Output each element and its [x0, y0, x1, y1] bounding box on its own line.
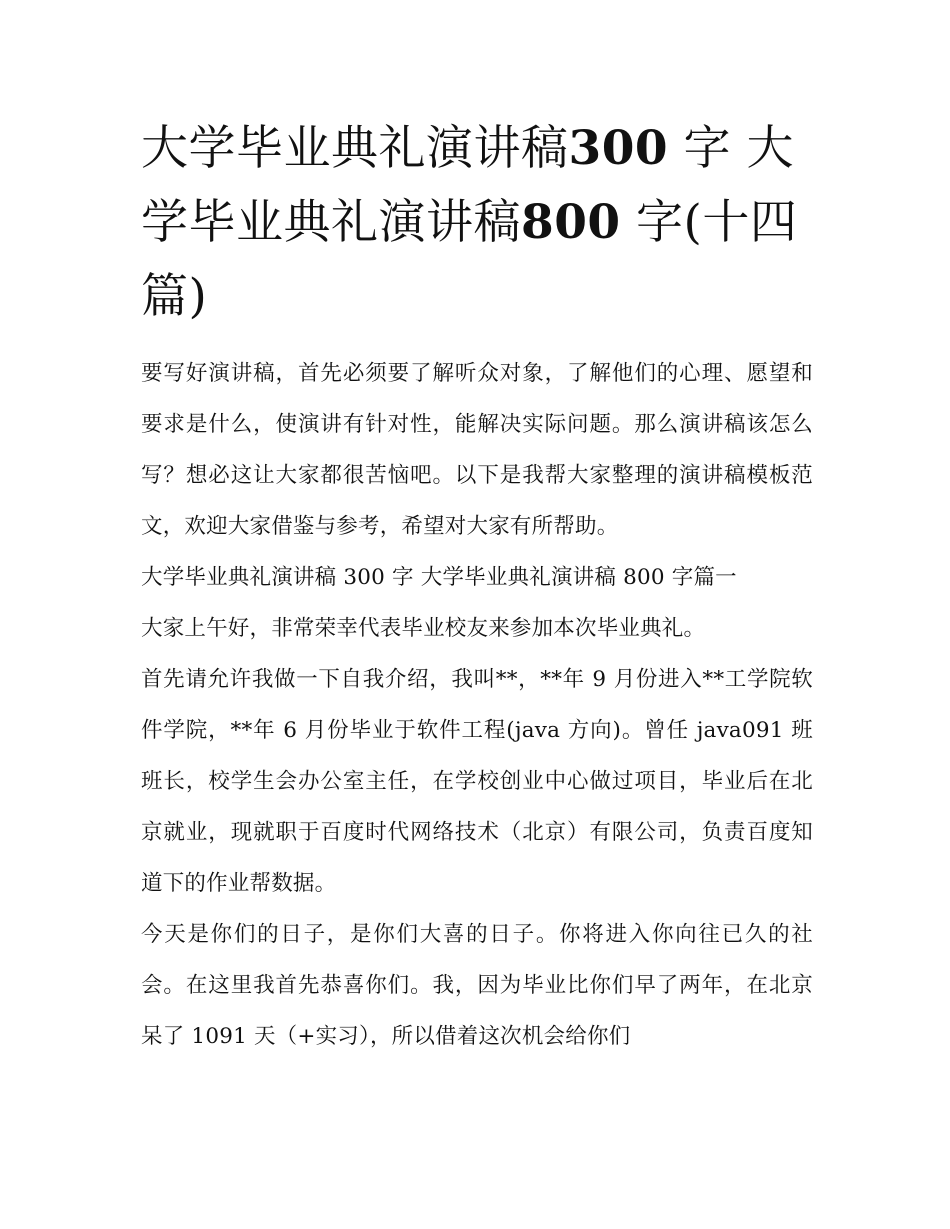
- document-title: [141, 112, 813, 334]
- title-number-300: 300: [568, 121, 669, 176]
- section-heading: 大学毕业典礼演讲稿 300 字 大学毕业典礼演讲稿 800 字篇一: [141, 565, 737, 590]
- body-paragraph-today: 今天是你们的日子，是你们大喜的日子。你将进入你向往已久的社会。在这里我首先恭喜你们。我，因为毕业比你们早了两年，在北京呆了 1091 天（+实习），所以借着这次机会给你们: [141, 922, 813, 1049]
- title-text-3: 字(十四篇): [141, 195, 798, 324]
- body-paragraph-greeting: 大家上午好，非常荣幸代表毕业校友来参加本次毕业典礼。: [141, 616, 706, 641]
- intro-paragraph: 要写好演讲稿，首先必须要了解听众对象，了解他们的心理、愿望和要求是什么，使演讲有针对性，能解决实际问题。那么演讲稿该怎么写？想必这让大家都很苦恼吧。以下是我帮大家整理的演讲稿模板范文，欢迎大家借鉴与参考，希望对大家有所帮助。: [141, 361, 813, 539]
- body-paragraph-introduction: 首先请允许我做一下自我介绍，我叫**，**年 9 月份进入**工学院软件学院，**年 6 月份毕业于软件工程(java 方向)。曾任 java091 班班长，校学生会办公室主任，在学校创业中心做过项目，毕业后在北京就业，现就职于百度时代网络技术（北京）有限公司，负责百度知道下的作业帮数据。: [141, 667, 813, 896]
- title-text-2: 字 大学毕业典礼演讲稿: [141, 121, 794, 250]
- document-page: [141, 112, 813, 1062]
- title-text-1: 大学毕业典礼演讲稿: [141, 121, 569, 176]
- title-number-800: 800: [521, 195, 621, 250]
